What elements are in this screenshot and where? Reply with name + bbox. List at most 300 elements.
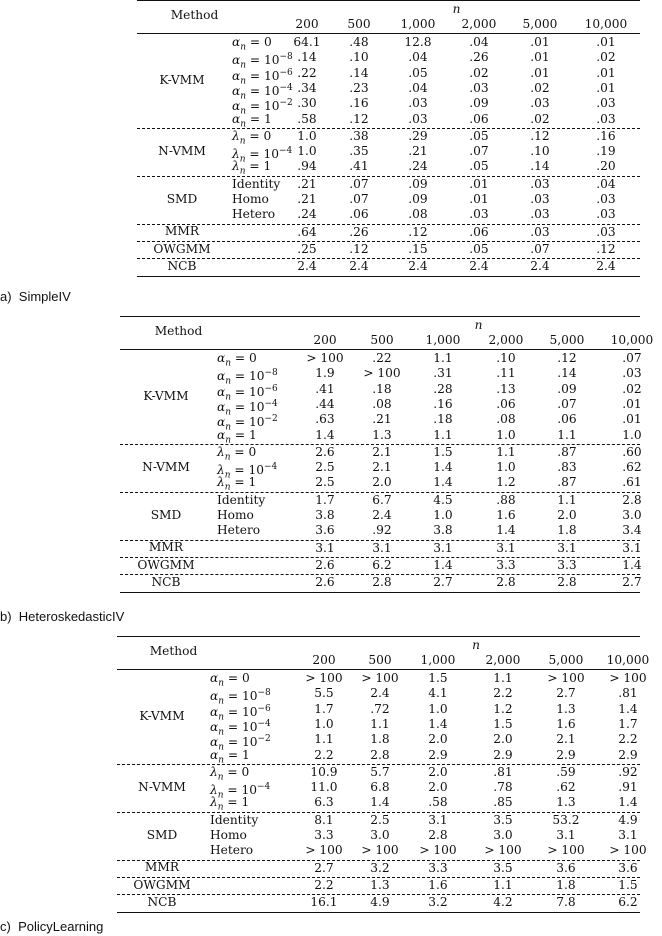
- value-cell: 1.3: [372, 427, 392, 442]
- column-header: 200: [295, 17, 319, 31]
- value-cell: .03: [530, 224, 550, 239]
- value-cell: .81: [493, 764, 513, 779]
- method-group-label: OWGMM: [153, 241, 211, 256]
- value-cell: .10: [496, 351, 516, 365]
- value-cell: 1.3: [556, 795, 576, 810]
- table-row: [120, 493, 640, 508]
- param-label: $\alpha_n = 10^{-4}$: [217, 398, 278, 418]
- value-cell: .22: [297, 65, 317, 80]
- value-cell: 1.1: [433, 351, 453, 365]
- value-cell: .04: [469, 35, 489, 49]
- value-cell: .41: [349, 159, 369, 174]
- value-cell: 1.3: [556, 701, 576, 716]
- value-cell: > 100: [609, 671, 647, 685]
- value-cell: 3.1: [315, 540, 335, 555]
- value-cell: 64.1: [293, 35, 321, 49]
- value-cell: 3.5: [493, 860, 513, 875]
- value-cell: .03: [596, 111, 616, 126]
- n-header: n: [472, 638, 480, 652]
- value-cell: .41: [315, 381, 335, 396]
- column-header: 2,000: [461, 17, 497, 31]
- value-cell: .04: [408, 50, 428, 65]
- method-group-label: N-VMM: [158, 143, 206, 158]
- value-cell: .03: [596, 224, 616, 239]
- value-cell: 2.9: [428, 747, 448, 762]
- method-group-label: MMR: [164, 224, 200, 239]
- value-cell: .07: [469, 144, 489, 159]
- param-label: $\lambda_n = 10^{-4}$: [232, 146, 293, 165]
- param-label: $\alpha_n = 10^{-8}$: [232, 52, 293, 71]
- value-cell: 1.5: [618, 877, 638, 892]
- value-cell: 3.8: [433, 523, 453, 538]
- value-cell: .03: [469, 207, 489, 222]
- method-group-label: OWGMM: [137, 557, 195, 572]
- value-cell: .20: [596, 159, 616, 174]
- table-row: [120, 475, 642, 493]
- value-cell: 1.6: [556, 716, 576, 731]
- value-cell: 6.3: [314, 795, 334, 810]
- method-header: Method: [149, 644, 198, 658]
- value-cell: .35: [349, 144, 369, 159]
- value-cell: 2.2: [493, 686, 513, 701]
- value-cell: .94: [297, 159, 317, 174]
- param-label: $\lambda_n = 10^{-4}$: [210, 782, 271, 801]
- value-cell: .02: [622, 381, 642, 396]
- value-cell: .01: [469, 176, 489, 191]
- value-cell: 1.0: [314, 716, 334, 731]
- column-header: 5,000: [548, 653, 584, 667]
- value-cell: 2.4: [370, 686, 390, 701]
- table-row: [117, 764, 640, 783]
- value-cell: > 100: [547, 843, 585, 858]
- value-cell: 1.0: [297, 128, 317, 143]
- value-cell: .10: [530, 144, 550, 159]
- value-cell: .87: [557, 444, 577, 459]
- value-cell: 1.4: [315, 427, 335, 442]
- value-cell: 1.4: [433, 460, 453, 475]
- table-row: [137, 207, 640, 222]
- value-cell: .03: [596, 192, 616, 206]
- value-cell: .05: [408, 65, 428, 80]
- param-label: $\lambda_n = 0$: [232, 128, 272, 147]
- value-cell: .23: [349, 80, 369, 95]
- value-cell: .63: [315, 412, 335, 427]
- value-cell: .08: [372, 396, 392, 411]
- value-cell: 3.1: [622, 540, 642, 555]
- value-cell: .60: [622, 444, 642, 459]
- value-cell: .07: [349, 192, 369, 206]
- value-cell: .11: [496, 366, 516, 381]
- table-top-rule: [120, 316, 640, 317]
- value-cell: .14: [557, 366, 577, 381]
- value-cell: .01: [596, 65, 616, 80]
- value-cell: 3.0: [493, 828, 513, 842]
- value-cell: 1.7: [618, 716, 638, 731]
- param-label: $\alpha_n = 10^{-2}$: [232, 98, 293, 117]
- value-cell: .18: [433, 412, 453, 427]
- value-cell: .03: [622, 366, 642, 381]
- value-cell: .02: [469, 65, 489, 80]
- value-cell: 2.0: [493, 732, 513, 747]
- caption-label: a): [0, 289, 12, 304]
- value-cell: .91: [618, 780, 638, 795]
- table-row: [120, 428, 640, 443]
- param-label: Homo: [232, 192, 269, 206]
- value-cell: 3.2: [428, 895, 448, 910]
- value-cell: .88: [496, 492, 516, 507]
- param-label: Identity: [210, 812, 259, 827]
- value-cell: .01: [530, 35, 550, 49]
- caption-label: b): [0, 609, 12, 624]
- value-cell: .92: [618, 764, 638, 779]
- value-cell: 1.9: [315, 366, 335, 381]
- value-cell: 3.6: [556, 860, 576, 875]
- value-cell: > 100: [419, 843, 457, 858]
- param-label: $\alpha_n = 0$: [210, 671, 250, 689]
- param-label: Homo: [217, 508, 254, 522]
- value-cell: .24: [408, 159, 428, 174]
- value-cell: 3.1: [496, 540, 516, 555]
- value-cell: 1.5: [493, 716, 513, 731]
- value-cell: 1.1: [314, 732, 334, 747]
- value-cell: 2.1: [372, 444, 392, 459]
- caption-heteroskedasticiv: [0, 609, 124, 624]
- value-cell: 1.2: [493, 701, 513, 716]
- value-cell: .09: [469, 96, 489, 111]
- column-header: 1,000: [425, 333, 461, 347]
- value-cell: .14: [349, 65, 369, 80]
- value-cell: .05: [469, 128, 489, 143]
- value-cell: .15: [408, 241, 428, 256]
- value-cell: 2.4: [349, 259, 369, 274]
- caption-simpleiv: [0, 289, 71, 304]
- value-cell: .08: [408, 207, 428, 222]
- table-row: [120, 366, 642, 387]
- value-cell: .04: [596, 176, 616, 191]
- value-cell: 1.2: [496, 475, 516, 490]
- value-cell: 1.4: [618, 795, 638, 810]
- value-cell: .09: [408, 176, 428, 191]
- value-cell: > 100: [361, 671, 399, 685]
- value-cell: 1.4: [370, 795, 390, 810]
- value-cell: 2.1: [372, 460, 392, 475]
- value-cell: 2.8: [622, 492, 642, 507]
- value-cell: .10: [349, 50, 369, 65]
- value-cell: .38: [349, 128, 369, 143]
- value-cell: .09: [557, 381, 577, 396]
- value-cell: 3.1: [433, 540, 453, 555]
- value-cell: .44: [315, 396, 335, 411]
- n-header: n: [452, 2, 461, 16]
- value-cell: 2.9: [556, 747, 576, 762]
- value-cell: 2.0: [428, 780, 448, 795]
- value-cell: 2.6: [315, 575, 335, 590]
- header-rule: [137, 33, 640, 34]
- method-group-label: NCB: [167, 258, 197, 273]
- column-header: 10,000: [610, 333, 654, 347]
- value-cell: 4.2: [493, 895, 513, 910]
- method-group-label: K-VMM: [143, 388, 189, 403]
- value-cell: 3.1: [556, 828, 576, 842]
- value-cell: 2.5: [370, 812, 390, 827]
- table-row: [117, 686, 640, 707]
- value-cell: .34: [297, 80, 317, 95]
- value-cell: 3.6: [315, 523, 335, 538]
- table-row: [117, 813, 640, 828]
- value-cell: 4.1: [428, 686, 448, 701]
- value-cell: 2.9: [493, 747, 513, 762]
- param-label: Homo: [210, 828, 247, 842]
- column-header: 10,000: [584, 17, 628, 31]
- value-cell: .14: [297, 50, 317, 65]
- value-cell: .64: [297, 224, 317, 239]
- value-cell: 3.1: [428, 812, 448, 827]
- column-header: 5,000: [522, 17, 558, 31]
- value-cell: .06: [469, 111, 489, 126]
- value-cell: .04: [408, 80, 428, 95]
- table-row: [137, 128, 640, 147]
- value-cell: .12: [596, 241, 616, 256]
- method-group-label: SMD: [146, 827, 178, 842]
- table-row: [137, 35, 640, 53]
- column-header: 200: [312, 653, 336, 667]
- method-group-label: K-VMM: [159, 72, 205, 87]
- value-cell: 1.0: [496, 427, 516, 442]
- value-cell: .03: [530, 176, 550, 191]
- value-cell: 4.5: [433, 492, 453, 507]
- column-header: 2,000: [488, 333, 524, 347]
- method-group-label: SMD: [150, 507, 182, 522]
- value-cell: 2.4: [469, 259, 489, 274]
- value-cell: 1.6: [496, 508, 516, 522]
- table-row: [137, 112, 640, 127]
- param-label: $\alpha_n = 0$: [217, 351, 257, 369]
- value-cell: .29: [408, 128, 428, 143]
- value-cell: .02: [530, 80, 550, 95]
- value-cell: .28: [433, 381, 453, 396]
- value-cell: 1.7: [314, 701, 334, 716]
- param-label: $\alpha_n = 1$: [232, 111, 272, 129]
- value-cell: 1.1: [496, 444, 516, 459]
- value-cell: 5.7: [370, 764, 390, 779]
- value-cell: 2.8: [370, 747, 390, 762]
- value-cell: 4.9: [370, 895, 390, 910]
- param-label: $\alpha_n = 10^{-4}$: [232, 82, 293, 102]
- value-cell: 3.1: [372, 540, 392, 555]
- table-top-rule: [137, 0, 640, 1]
- value-cell: .06: [349, 207, 369, 222]
- value-cell: .06: [557, 412, 577, 427]
- value-cell: 2.5: [315, 460, 335, 475]
- value-cell: 2.4: [530, 259, 550, 274]
- value-cell: 1.6: [428, 877, 448, 892]
- value-cell: .78: [493, 780, 513, 795]
- value-cell: 3.1: [618, 828, 638, 842]
- method-group-label: MMR: [148, 540, 184, 555]
- value-cell: 1.8: [370, 732, 390, 747]
- value-cell: 6.2: [618, 895, 638, 910]
- value-cell: 6.8: [370, 780, 390, 795]
- value-cell: 2.8: [557, 575, 577, 590]
- column-header: 500: [368, 653, 392, 667]
- param-label: $\alpha_n = 10^{-6}$: [210, 703, 271, 723]
- value-cell: 2.0: [557, 508, 577, 522]
- value-cell: .01: [596, 35, 616, 49]
- value-cell: 2.8: [372, 575, 392, 590]
- value-cell: > 100: [306, 351, 344, 365]
- value-cell: .26: [469, 50, 489, 65]
- caption-name: SimpleIV: [18, 289, 71, 304]
- value-cell: .05: [469, 159, 489, 174]
- value-cell: .24: [297, 207, 317, 222]
- value-cell: .21: [408, 144, 428, 159]
- value-cell: .87: [557, 475, 577, 490]
- caption-name: HeteroskedasticIV: [18, 609, 125, 624]
- param-label: $\alpha_n = 10^{-2}$: [217, 414, 278, 433]
- value-cell: 8.1: [314, 812, 334, 827]
- value-cell: 6.2: [372, 557, 392, 572]
- value-cell: 2.2: [314, 877, 334, 892]
- value-cell: 2.6: [315, 557, 335, 572]
- method-header: Method: [154, 324, 203, 338]
- value-cell: .03: [596, 207, 616, 222]
- column-header: 5,000: [549, 333, 585, 347]
- table-row: [120, 444, 642, 463]
- value-cell: 1.4: [428, 716, 448, 731]
- value-cell: 12.8: [404, 35, 432, 49]
- value-cell: 2.4: [408, 259, 428, 274]
- value-cell: .31: [433, 366, 453, 381]
- param-label: $\lambda_n = 10^{-4}$: [217, 462, 278, 481]
- method-group-label: N-VMM: [142, 459, 190, 474]
- value-cell: 3.3: [314, 828, 334, 842]
- value-cell: .83: [557, 460, 577, 475]
- value-cell: 1.4: [622, 557, 642, 572]
- value-cell: 3.1: [557, 540, 577, 555]
- value-cell: 2.0: [428, 764, 448, 779]
- value-cell: 3.5: [493, 812, 513, 827]
- value-cell: 1.0: [433, 508, 453, 522]
- value-cell: 1.1: [557, 492, 577, 507]
- value-cell: 1.3: [370, 877, 390, 892]
- value-cell: .03: [530, 96, 550, 111]
- value-cell: 2.4: [297, 259, 317, 274]
- value-cell: .12: [408, 224, 428, 239]
- table-bottom-rule: [137, 276, 640, 277]
- value-cell: .01: [469, 192, 489, 206]
- value-cell: 2.4: [596, 259, 616, 274]
- param-label: $\lambda_n = 0$: [217, 444, 257, 463]
- value-cell: .07: [349, 176, 369, 191]
- value-cell: .48: [349, 35, 369, 49]
- method-group-label: OWGMM: [133, 877, 191, 892]
- table-row: [137, 177, 640, 192]
- value-cell: .30: [297, 96, 317, 111]
- value-cell: 3.3: [496, 557, 516, 572]
- param-label: $\lambda_n = 0$: [210, 764, 250, 783]
- method-group-label: NCB: [151, 574, 181, 589]
- column-header: 2,000: [485, 653, 521, 667]
- param-label: Hetero: [232, 207, 276, 222]
- table-row: [117, 748, 640, 763]
- param-label: $\alpha_n = 10^{-8}$: [217, 368, 278, 387]
- value-cell: 3.0: [622, 508, 642, 522]
- value-cell: .01: [530, 65, 550, 80]
- value-cell: 2.7: [314, 860, 334, 875]
- caption-policylearning: [0, 919, 103, 934]
- value-cell: .03: [408, 96, 428, 111]
- param-label: $\alpha_n = 10^{-2}$: [210, 734, 271, 753]
- value-cell: .06: [496, 396, 516, 411]
- column-header-row: [117, 653, 650, 668]
- value-cell: .12: [349, 241, 369, 256]
- value-cell: .03: [596, 96, 616, 111]
- param-label: $\lambda_n = 1$: [217, 475, 257, 493]
- value-cell: .02: [530, 111, 550, 126]
- value-cell: > 100: [363, 366, 401, 381]
- header-rule: [117, 669, 640, 670]
- value-cell: .01: [596, 80, 616, 95]
- param-label: $\lambda_n = 1$: [210, 795, 250, 813]
- param-label: $\alpha_n = 1$: [217, 427, 257, 445]
- value-cell: .01: [622, 396, 642, 411]
- value-cell: 5.5: [314, 686, 334, 701]
- caption-label: c): [0, 919, 11, 934]
- value-cell: 1.8: [556, 877, 576, 892]
- value-cell: .03: [469, 80, 489, 95]
- param-label: $\alpha_n = 1$: [210, 747, 250, 765]
- value-cell: 2.9: [618, 747, 638, 762]
- value-cell: .12: [349, 111, 369, 126]
- value-cell: 10.9: [310, 764, 338, 779]
- value-cell: 1.0: [622, 427, 642, 442]
- value-cell: 1.4: [618, 701, 638, 716]
- table-bottom-rule: [120, 592, 640, 593]
- value-cell: 2.8: [496, 575, 516, 590]
- value-cell: .07: [530, 241, 550, 256]
- value-cell: 2.4: [372, 508, 392, 522]
- value-cell: 3.4: [622, 523, 642, 538]
- value-cell: > 100: [547, 671, 585, 685]
- value-cell: 1.1: [493, 671, 513, 685]
- param-label: $\alpha_n = 0$: [232, 35, 272, 53]
- column-header: 200: [313, 333, 337, 347]
- value-cell: > 100: [305, 671, 343, 685]
- table-row: [120, 351, 642, 369]
- value-cell: .62: [622, 460, 642, 475]
- value-cell: .21: [297, 176, 317, 191]
- value-cell: .01: [622, 412, 642, 427]
- param-label: Identity: [232, 176, 281, 191]
- value-cell: 16.1: [310, 895, 338, 910]
- value-cell: 2.6: [315, 444, 335, 459]
- header-rule: [120, 349, 640, 350]
- n-header: n: [474, 318, 483, 332]
- value-cell: 1.1: [433, 427, 453, 442]
- param-label: Hetero: [210, 843, 254, 858]
- value-cell: 2.0: [428, 732, 448, 747]
- value-cell: .12: [530, 128, 550, 143]
- column-header-row: [137, 17, 640, 32]
- value-cell: 1.8: [557, 523, 577, 538]
- column-header: 500: [370, 333, 394, 347]
- value-cell: 2.7: [556, 686, 576, 701]
- table-row: [137, 159, 640, 177]
- value-cell: .07: [557, 396, 577, 411]
- param-label: $\alpha_n = 10^{-8}$: [210, 688, 271, 707]
- value-cell: .02: [596, 50, 616, 65]
- table-row: [137, 50, 640, 71]
